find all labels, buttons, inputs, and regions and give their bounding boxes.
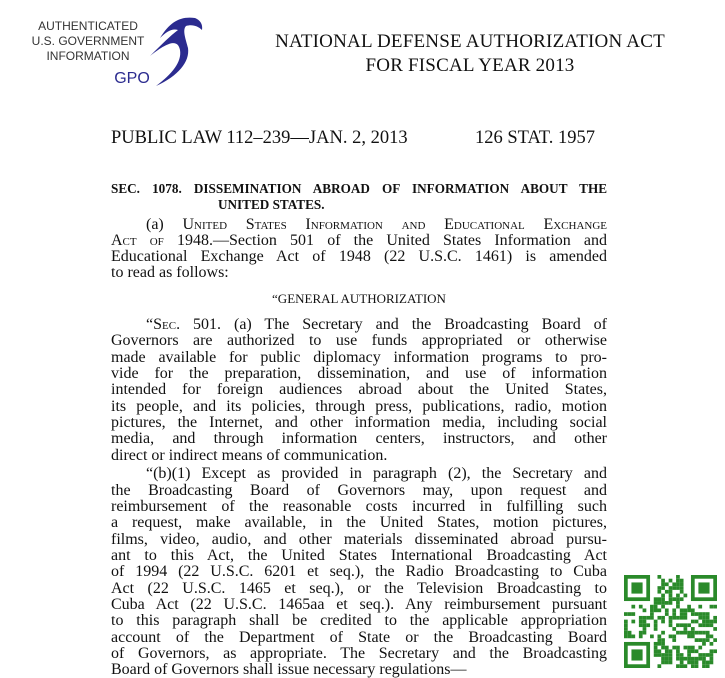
text-line: intended for foreign audiences abroad about the United States,: [111, 381, 607, 399]
qr-module: [710, 642, 714, 646]
qr-module: [654, 627, 658, 631]
qr-module: [676, 597, 680, 601]
qr-module: [657, 575, 661, 579]
text-line: the Broadcasting Board of Governors may, upon request and: [111, 481, 607, 499]
qr-module: [676, 657, 680, 661]
qr-module: [698, 623, 702, 627]
qr-module: [710, 605, 714, 609]
qr-module: [706, 620, 710, 624]
qr-module: [669, 586, 673, 590]
qr-module: [654, 653, 658, 657]
para-a-line: Act of 1948.—Section 501 of the United States Information and: [111, 232, 607, 249]
qr-module: [669, 597, 673, 601]
qr-module: [661, 605, 665, 609]
qr-module: [684, 612, 688, 616]
qr-module: [687, 631, 691, 635]
qr-module: [691, 649, 695, 653]
qr-module: [710, 620, 714, 624]
qr-module: [650, 616, 654, 620]
qr-module: [695, 620, 699, 624]
qr-module: [665, 646, 669, 650]
qr-module: [654, 608, 658, 612]
qr-module: [657, 586, 661, 590]
text-line: a request, make available, in the United States, motion pictures,: [111, 514, 607, 532]
qr-module: [710, 657, 714, 661]
qr-module: [706, 664, 710, 668]
text-line: Act (22 U.S.C. 1465 et seq.), or the Television Broadcasting to: [111, 579, 607, 597]
qr-module: [654, 597, 658, 601]
qr-module: [661, 582, 665, 586]
qr-module: [702, 616, 706, 620]
section-heading: SEC. 1078. DISSEMINATION ABROAD OF INFORMATION ABOUT THE: [111, 181, 607, 196]
qr-module: [676, 605, 680, 609]
qr-module: [669, 616, 673, 620]
qr-module: [676, 653, 680, 657]
title-line-2: FOR FISCAL YEAR 2013: [365, 55, 575, 76]
qr-module: [672, 646, 676, 650]
qr-module: [691, 657, 695, 661]
qr-module: [624, 631, 628, 635]
qr-module: [665, 612, 669, 616]
qr-module: [665, 661, 669, 665]
qr-module: [710, 623, 714, 627]
qr-module: [713, 620, 717, 624]
qr-module: [631, 605, 635, 609]
para-a-line: (a) United States Information and Educational Exchange: [146, 216, 608, 233]
qr-module: [654, 646, 658, 650]
qr-module: [702, 642, 706, 646]
qr-module: [657, 616, 661, 620]
qr-module: [661, 661, 665, 665]
text-line: Cuba Act (22 U.S.C. 1465aa et seq.). Any reimbursement pursuant: [111, 595, 607, 613]
para-a-line: to read as follows:: [111, 264, 229, 281]
text-line: Governors are authorized to use funds appropriated or otherwise: [111, 332, 607, 350]
qr-module: [643, 608, 647, 612]
text-line: ant to this Act, the United States International Broadcasting Act: [111, 546, 607, 564]
qr-module: [657, 653, 661, 657]
qr-module: [710, 635, 714, 639]
qr-module: [672, 582, 676, 586]
qr-module: [669, 653, 673, 657]
qr-module: [687, 646, 691, 650]
qr-module: [624, 635, 628, 639]
qr-module: [672, 608, 676, 612]
qr-module: [628, 635, 632, 639]
qr-module: [631, 582, 642, 593]
qr-module: [639, 635, 643, 639]
qr-module: [672, 597, 676, 601]
qr-module: [691, 635, 695, 639]
qr-module: [684, 616, 688, 620]
qr-module: [631, 612, 635, 616]
qr-module: [665, 582, 669, 586]
qr-module: [657, 642, 661, 646]
qr-module: [706, 635, 710, 639]
qr-module: [643, 623, 647, 627]
qr-module: [661, 631, 665, 635]
qr-module: [646, 616, 650, 620]
text-line: of Governors, as appropriate. The Secretary and the Broadcasting: [111, 645, 607, 662]
qr-module: [624, 623, 628, 627]
text-line: “(b)(1) Except as provided in paragraph (2), the Secretary and: [146, 465, 607, 483]
qr-module: [661, 620, 665, 624]
qr-module: [695, 649, 699, 653]
qr-module: [687, 657, 691, 661]
qr-module: [676, 594, 680, 598]
qr-module: [684, 646, 688, 650]
qr-module: [695, 657, 699, 661]
text-line: direct or indirect means of communication.: [111, 446, 388, 464]
qr-module: [643, 627, 647, 631]
qr-module: [680, 612, 684, 616]
qr-module: [702, 623, 706, 627]
qr-module: [706, 631, 710, 635]
svg-text:AUTHENTICATED: AUTHENTICATED: [38, 19, 138, 33]
qr-module: [631, 635, 635, 639]
qr-module: [631, 649, 642, 660]
sec501-line: “Sec. 501. (a) The Secretary and the Broadcasting Board of: [146, 316, 607, 333]
qr-module: [702, 657, 706, 661]
text-line: reimbursement of the reasonable costs incurred in fulfilling such: [111, 497, 607, 515]
qr-module: [672, 612, 676, 616]
text-line: films, video, audio, and other materials disseminated abroad pursu-: [111, 530, 607, 548]
text-line: its people, and its policies, through press, publications, radio, motion: [111, 397, 607, 415]
title-line-1: NATIONAL DEFENSE AUTHORIZATION ACT: [275, 31, 665, 52]
qr-module: [676, 649, 680, 653]
qr-module: [695, 664, 699, 668]
qr-module: [643, 620, 647, 624]
qr-module: [661, 638, 665, 642]
subheading: “GENERAL AUTHORIZATION: [272, 291, 446, 306]
qr-module: [661, 653, 665, 657]
qr-module: [657, 601, 661, 605]
qr-module: [713, 649, 717, 653]
qr-module: [669, 623, 673, 627]
qr-module: [684, 657, 688, 661]
qr-module: [676, 616, 680, 620]
qr-module: [713, 627, 717, 631]
qr-module: [680, 664, 684, 668]
qr-module: [680, 631, 684, 635]
qr-module: [669, 649, 673, 653]
qr-module: [698, 653, 702, 657]
qr-module: [706, 623, 710, 627]
qr-module: [706, 612, 710, 616]
qr-module: [657, 635, 661, 639]
qr-module: [702, 631, 706, 635]
qr-module: [672, 627, 676, 631]
qr-module: [624, 612, 628, 616]
qr-module: [680, 582, 684, 586]
text-line: vide for the preparation, dissemination, and use of information: [111, 365, 607, 383]
qr-module: [706, 661, 710, 665]
qr-module: [657, 608, 661, 612]
gpo-authentication-logo: [10, 10, 210, 90]
qr-module: [669, 594, 673, 598]
qr-module: [713, 616, 717, 620]
qr-module: [698, 646, 702, 650]
qr-module: [713, 638, 717, 642]
qr-module: [657, 597, 661, 601]
qr-module: [680, 616, 684, 620]
qr-module: [680, 579, 684, 583]
qr-module: [702, 612, 706, 616]
qr-module: [691, 608, 695, 612]
qr-module: [631, 620, 635, 624]
qr-module: [624, 620, 628, 624]
qr-module: [661, 642, 665, 646]
qr-module: [684, 594, 688, 598]
qr-module: [710, 661, 714, 665]
qr-code: [624, 575, 717, 668]
qr-module: [695, 638, 699, 642]
qr-module: [650, 612, 654, 616]
qr-module: [643, 616, 647, 620]
qr-module: [661, 586, 665, 590]
qr-module: [710, 649, 714, 653]
qr-module: [624, 627, 628, 631]
qr-module: [698, 605, 702, 609]
qr-module: [680, 590, 684, 594]
qr-module: [680, 597, 684, 601]
qr-module: [710, 653, 714, 657]
text-line: pictures, the Internet, and other information media, including social: [111, 414, 607, 432]
qr-module: [661, 646, 665, 650]
qr-module: [695, 661, 699, 665]
qr-module: [628, 612, 632, 616]
qr-module: [650, 605, 654, 609]
qr-module: [680, 653, 684, 657]
text-line: Board of Governors shall issue necessary regulations—: [111, 661, 467, 678]
qr-module: [665, 649, 669, 653]
qr-module: [698, 612, 702, 616]
qr-module: [665, 608, 669, 612]
qr-module: [669, 661, 673, 665]
qr-module: [691, 612, 695, 616]
qr-module: [706, 638, 710, 642]
qr-module: [687, 605, 691, 609]
statute-page: 126 STAT. 1957: [475, 128, 595, 148]
qr-module: [684, 623, 688, 627]
qr-module: [676, 646, 680, 650]
qr-module: [672, 616, 676, 620]
qr-module: [669, 579, 673, 583]
qr-module: [687, 608, 691, 612]
qr-module: [680, 623, 684, 627]
qr-module: [706, 653, 710, 657]
qr-module: [654, 605, 658, 609]
qr-module: [680, 657, 684, 661]
qr-module: [706, 616, 710, 620]
qr-module: [661, 601, 665, 605]
qr-module: [702, 638, 706, 642]
qr-module: [650, 635, 654, 639]
qr-module: [684, 627, 688, 631]
qr-module: [657, 649, 661, 653]
qr-module: [654, 601, 658, 605]
qr-module: [639, 616, 643, 620]
qr-module: [691, 664, 695, 668]
para-a-line: Educational Exchange Act of 1948 (22 U.S.C. 1461) is amended: [111, 248, 607, 265]
qr-module: [628, 631, 632, 635]
qr-module: [665, 657, 669, 661]
qr-module: [676, 586, 680, 590]
qr-module: [698, 631, 702, 635]
qr-module: [657, 590, 661, 594]
qr-module: [698, 657, 702, 661]
qr-module: [687, 653, 691, 657]
qr-module: [684, 631, 688, 635]
qr-module: [639, 620, 643, 624]
qr-module: [676, 664, 680, 668]
qr-module: [672, 635, 676, 639]
qr-module: [684, 664, 688, 668]
qr-module: [691, 620, 695, 624]
qr-module: [687, 623, 691, 627]
qr-module: [676, 631, 680, 635]
qr-module: [669, 620, 673, 624]
qr-module: [643, 631, 647, 635]
qr-module: [713, 605, 717, 609]
qr-module: [676, 601, 680, 605]
qr-module: [661, 616, 665, 620]
qr-module: [646, 623, 650, 627]
qr-module: [669, 590, 673, 594]
qr-module: [691, 627, 695, 631]
document-title: [250, 30, 690, 78]
qr-module: [691, 661, 695, 665]
qr-module: [661, 594, 665, 598]
qr-module: [698, 638, 702, 642]
qr-module: [702, 620, 706, 624]
qr-module: [691, 646, 695, 650]
qr-module: [665, 653, 669, 657]
qr-module: [680, 608, 684, 612]
section-heading-cont: UNITED STATES.: [218, 197, 325, 212]
qr-module: [680, 586, 684, 590]
qr-module: [676, 579, 680, 583]
qr-module: [665, 601, 669, 605]
qr-module: [654, 642, 658, 646]
qr-module: [695, 612, 699, 616]
qr-module: [657, 638, 661, 642]
qr-module: [684, 608, 688, 612]
qr-module: [702, 664, 706, 668]
qr-module: [661, 657, 665, 661]
qr-module: [698, 616, 702, 620]
qr-module: [654, 649, 658, 653]
qr-module: [669, 657, 673, 661]
qr-module: [639, 605, 643, 609]
qr-module: [639, 631, 643, 635]
qr-module: [676, 623, 680, 627]
svg-text:U.S. GOVERNMENT: U.S. GOVERNMENT: [31, 34, 145, 48]
qr-module: [698, 582, 709, 593]
qr-module: [672, 638, 676, 642]
text-line: media, and through information centers, instructors, and other: [111, 430, 607, 448]
svg-text:GPO: GPO: [114, 70, 150, 87]
qr-module: [702, 653, 706, 657]
svg-text:INFORMATION: INFORMATION: [46, 49, 130, 63]
qr-module: [669, 635, 673, 639]
qr-module: [661, 597, 665, 601]
qr-module: [691, 631, 695, 635]
qr-module: [657, 664, 661, 668]
text-line: account of the Department of State or the Broadcasting Board: [111, 628, 607, 646]
qr-module: [650, 608, 654, 612]
qr-module: [654, 620, 658, 624]
eagle-icon: [150, 18, 202, 86]
qr-module: [687, 649, 691, 653]
qr-module: [695, 631, 699, 635]
qr-module: [687, 661, 691, 665]
qr-module: [654, 623, 658, 627]
text-line: made available for public diplomacy information programs to pro-: [111, 348, 607, 366]
qr-module: [702, 661, 706, 665]
qr-module: [676, 582, 680, 586]
qr-module: [639, 623, 643, 627]
public-law-citation: PUBLIC LAW 112–239—JAN. 2, 2013: [111, 128, 408, 148]
qr-module: [672, 586, 676, 590]
qr-module: [665, 590, 669, 594]
text-line: to this paragraph shall be credited to the applicable appropriation: [111, 612, 607, 630]
qr-module: [669, 601, 673, 605]
text-line: of 1994 (22 U.S.C. 6201 et seq.), the Radio Broadcasting to Cuba: [111, 563, 607, 581]
qr-module: [661, 579, 665, 583]
qr-module: [676, 575, 680, 579]
qr-module: [687, 635, 691, 639]
qr-module: [680, 661, 684, 665]
